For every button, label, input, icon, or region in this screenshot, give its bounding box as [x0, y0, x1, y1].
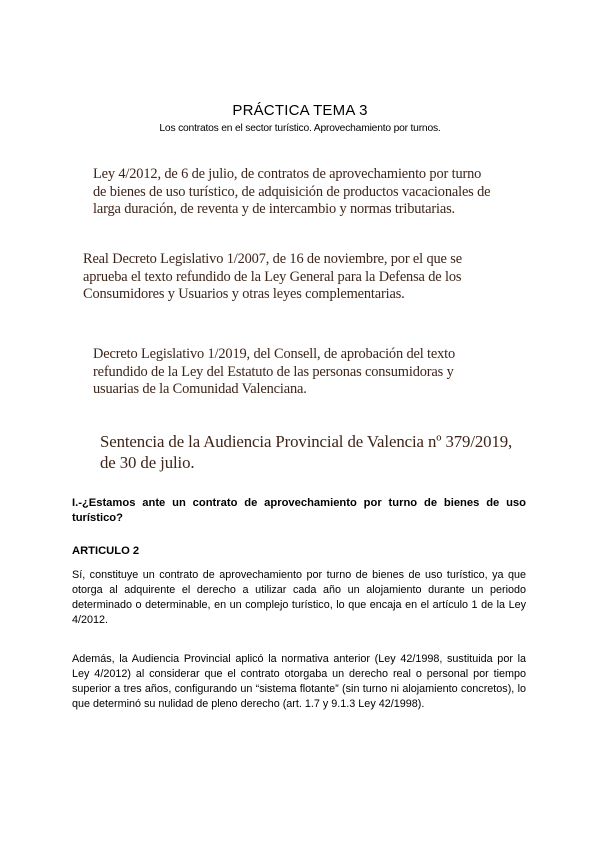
court-ruling-reference: Sentencia de la Audiencia Provincial de Valencia nº 379/2019, de 30 de julio. [100, 432, 513, 472]
page-subtitle: Los contratos en el sector turístico. Aprovechamiento por turnos. [159, 123, 441, 134]
answer-paragraph: Sí, constituye un contrato de aprovechamiento por turno de bienes de uso turístico, ya que otorga al adquirente el derecho a utilizar cada año un alojamiento durante un periodo determinado o determinable, en un complejo turístico, lo que encaja en el artículo 1 de la Ley 4/2012. [72, 569, 526, 626]
answer-paragraph: Además, la Audiencia Provincial aplicó la normativa anterior (Ley 42/1998, sustituida por la Ley 4/2012) al considerar que el contrato otorgaba un derecho real o personal por tiempo superior a tres años, configurando un “sistema flotante” (sin turno ni alojamiento concretos), lo que determinó su nulidad de pleno derecho (art. 1.7 y 9.1.3 Ley 42/1998). [72, 653, 526, 710]
page-title: PRÁCTICA TEMA 3 [232, 102, 368, 119]
law-reference-dl-1-2019: Decreto Legislativo 1/2019, del Consell, de aprobación del texto refundido de la Ley del Estatuto de las personas consumidoras y usuarias de la Comunidad Valenciana. [93, 346, 456, 397]
article-heading: ARTICULO 2 [72, 545, 140, 557]
law-reference-ley-4-2012: Ley 4/2012, de 6 de julio, de contratos de aprovechamiento por turno de bienes de uso turístico, de adquisición de productos vacacionales de larga duración, de reventa y de intercambio y normas tributarias. [93, 166, 491, 217]
question-heading: I.-¿Estamos ante un contrato de aprovechamiento por turno de bienes de uso turístico? [72, 497, 526, 524]
law-reference-rdl-1-2007: Real Decreto Legislativo 1/2007, de 16 de noviembre, por el que se aprueba el texto refundido de la Ley General para la Defensa de los Consumidores y Usuarios y otras leyes complementarias. [83, 251, 462, 302]
